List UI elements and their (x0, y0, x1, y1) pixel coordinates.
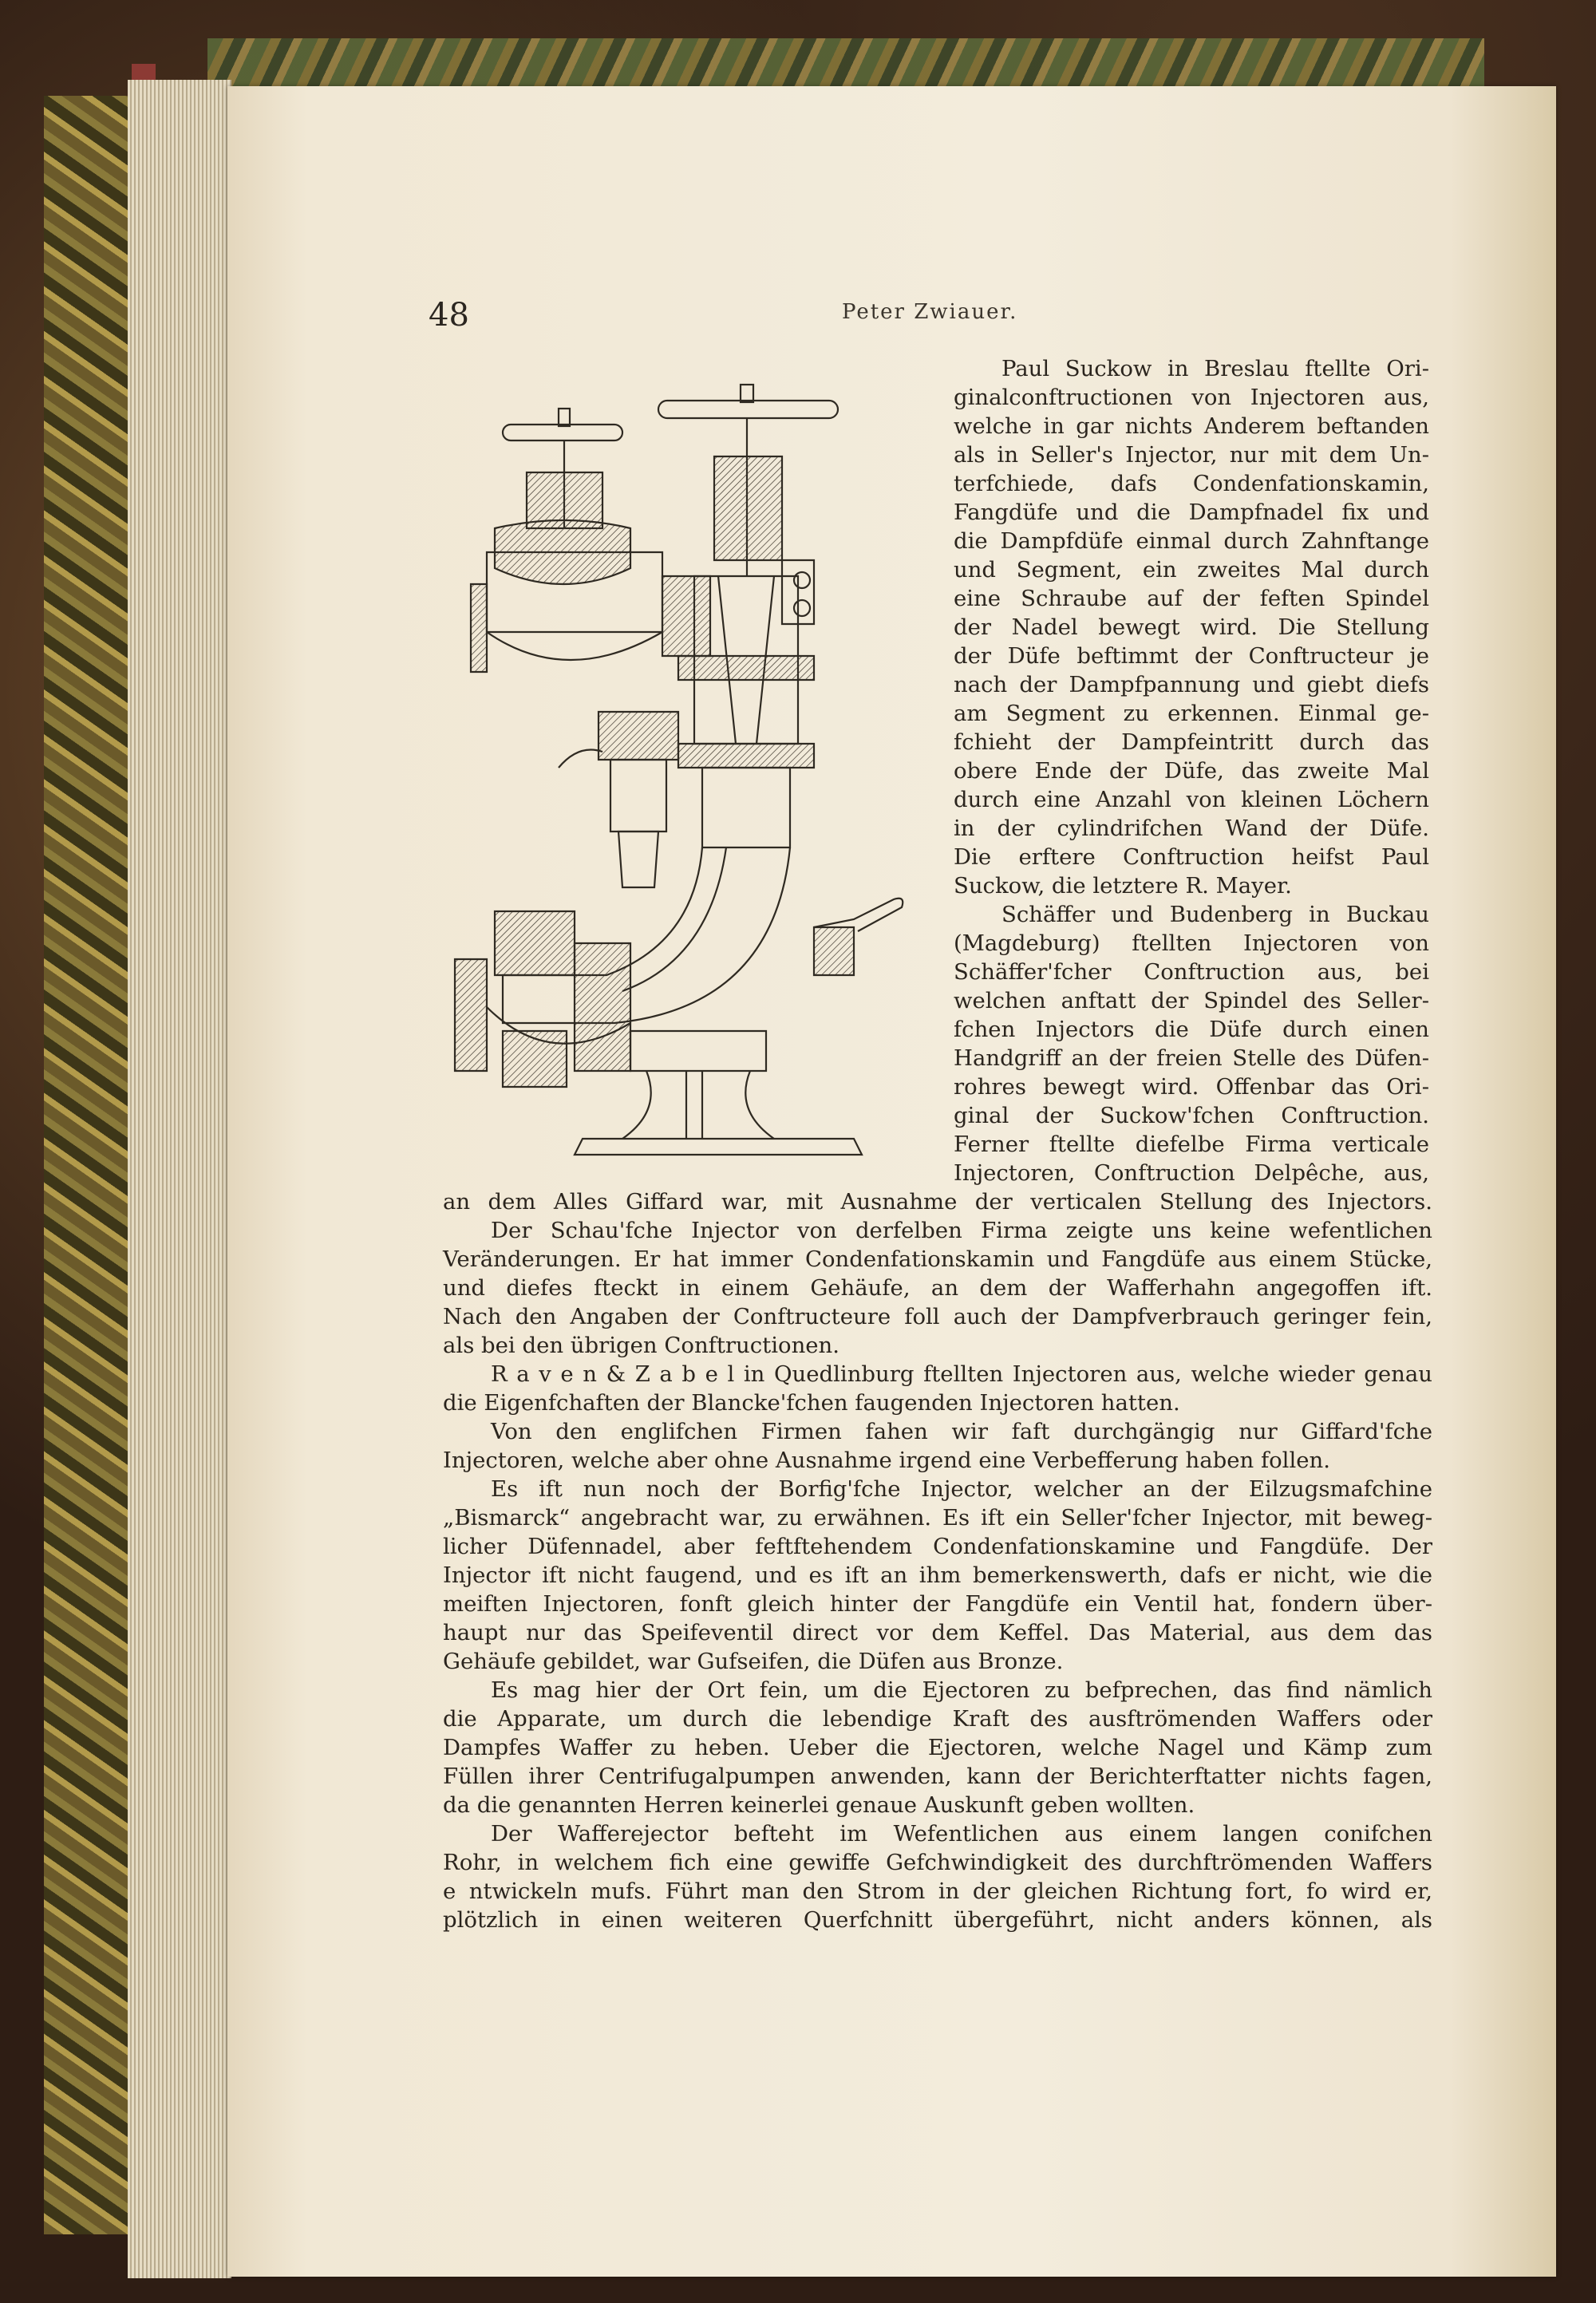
text-line: die Eigenfchaften der Blancke'fchen faugenden Injectoren hatten. (443, 1390, 1180, 1416)
text-line: der Nadel bewegt wird. Die Stellung (954, 614, 1429, 640)
text-line: Fangdüfe und die Dampfnadel fix und (954, 500, 1429, 525)
text-line: plötzlich in einen weiteren Querfchnitt übergeführt, nicht anders können, als (443, 1907, 1432, 1933)
text-line: an dem Alles Giffard war, mit Ausnahme der verticalen Stellung des Injectors. (443, 1189, 1432, 1215)
text-line: Von den englifchen Firmen fahen wir faft durchgängig nur Giffard'fche (491, 1419, 1432, 1444)
text-line: Dampfes Waffer zu heben. Ueber die Ejectoren, welche Nagel und Kämp zum (443, 1735, 1432, 1760)
text-line: der Düfe beftimmt der Conftructeur je (954, 643, 1429, 669)
text-line: Gehäufe gebildet, war Gufseifen, die Düfen aus Bronze. (443, 1649, 1064, 1674)
full-width-text (443, 1187, 1432, 1934)
text-line: fchen Injectors die Düfe durch einen (954, 1017, 1429, 1042)
text-line: ginalconftructionen von Injectoren aus, (954, 385, 1429, 410)
text-line: „Bismarck“ angebracht war, zu erwähnen. Es ift ein Seller'fcher Injector, mit beweg- (443, 1505, 1432, 1531)
text-line: Schäffer und Budenberg in Buckau (1001, 902, 1429, 927)
text-line: Schäffer'fcher Conftruction aus, bei (954, 959, 1429, 985)
text-line: Es ift nun noch der Borfig'fche Injector, welcher an der Eilzugsmafchine (491, 1476, 1432, 1502)
text-line: Der Wafferejector befteht im Wefentlichen aus einem langen conifchen (491, 1821, 1432, 1847)
text-line: eine Schraube auf der feften Spindel (954, 586, 1429, 611)
text-line: und Segment, ein zweites Mal durch (954, 557, 1429, 583)
text-line: Die erftere Conftruction heifst Paul (954, 844, 1429, 870)
page-edges (128, 80, 231, 2278)
text-line: als in Seller's Injector, nur mit dem Un- (954, 442, 1429, 468)
text-line: die Dampfdüfe einmal durch Zahnftange (954, 528, 1429, 554)
text-line: meiften Injectoren, fonft gleich hinter der Fangdüfe ein Ventil hat, fondern über- (443, 1591, 1432, 1617)
text-line: terfchiede, dafs Condenfationskamin, (954, 471, 1429, 496)
text-line: Injectoren, welche aber ohne Ausnahme irgend eine Verbefferung haben follen. (443, 1448, 1331, 1473)
text-line: Handgriff an der freien Stelle des Düfen- (954, 1045, 1429, 1071)
injector-engraving (439, 369, 934, 1171)
text-line: welche in gar nichts Anderem beftanden (954, 413, 1429, 439)
page-number: 48 (429, 297, 469, 334)
text-line: als bei den übrigen Conftructionen. (443, 1333, 840, 1358)
text-line: da die genannten Herren keinerlei genaue Auskunft geben wollten. (443, 1792, 1195, 1818)
text-line: Rohr, in welchem fich eine gewiffe Gefchwindigkeit des durchftrömenden Waffers (443, 1850, 1432, 1875)
text-line: welchen anftatt der Spindel des Seller- (954, 988, 1429, 1013)
text-line: licher Düfennadel, aber feftftehendem Condenfationskamine und Fangdüfe. Der (443, 1534, 1432, 1559)
text-line: Suckow, die letztere R. Mayer. (954, 873, 1292, 899)
text-line: durch eine Anzahl von kleinen Löchern (954, 787, 1429, 812)
marbled-spine (44, 96, 136, 2234)
text-line: Ferner ftellte diefelbe Firma verticale (954, 1132, 1429, 1157)
text-line: Veränderungen. Er hat immer Condenfationskamin und Fangdüfe aus einem Stücke, (443, 1246, 1432, 1272)
text-line: Füllen ihrer Centrifugalpumpen anwenden, kann der Berichterftatter nichts fagen, (443, 1764, 1432, 1789)
text-line: ginal der Suckow'fchen Conftruction. (954, 1103, 1429, 1128)
right-column-text (954, 354, 1429, 1187)
text-line: am Segment zu erkennen. Einmal ge- (954, 701, 1429, 726)
text-line: rohres bewegt wird. Offenbar das Ori- (954, 1074, 1429, 1100)
text-line: in der cylindrifchen Wand der Düfe. (954, 816, 1429, 841)
text-line: die Apparate, um durch die lebendige Kraft des ausftrömenden Waffers oder (443, 1706, 1432, 1732)
text-line: e ntwickeln mufs. Führt man den Strom in der gleichen Richtung fort, fo wird er, (443, 1878, 1432, 1904)
text-line: Paul Suckow in Breslau ftellte Ori- (1001, 356, 1429, 381)
text-line: Injectoren, Conftruction Delpêche, aus, (954, 1160, 1429, 1186)
text-line: Der Schau'fche Injector von derfelben Firma zeigte uns keine wefentlichen (491, 1218, 1432, 1243)
text-line: fchieht der Dampfeintritt durch das (954, 729, 1429, 755)
text-line: Injector ift nicht faugend, und es ift an ihm bemerkenswerth, dafs er nicht, wie die (443, 1562, 1432, 1588)
text-line: obere Ende der Düfe, das zweite Mal (954, 758, 1429, 784)
text-line: R a v e n & Z a b e l in Quedlinburg ftellten Injectoren aus, welche wieder genau (491, 1361, 1432, 1387)
running-title: Peter Zwiauer. (842, 300, 1018, 324)
text-line: nach der Dampfpannung und giebt diefs (954, 672, 1429, 697)
text-line: Es mag hier der Ort fein, um die Ejectoren zu befprechen, das find nämlich (491, 1677, 1432, 1703)
text-line: haupt nur das Speifeventil direct vor dem Keffel. Das Material, aus dem das (443, 1620, 1432, 1645)
text-line: und diefes fteckt in einem Gehäufe, an dem der Wafferhahn angegoffen ift. (443, 1275, 1432, 1301)
text-line: (Magdeburg) ftellten Injectoren von (954, 930, 1429, 956)
text-line: Nach den Angaben der Conftructeure foll auch der Dampfverbrauch geringer fein, (443, 1304, 1432, 1329)
